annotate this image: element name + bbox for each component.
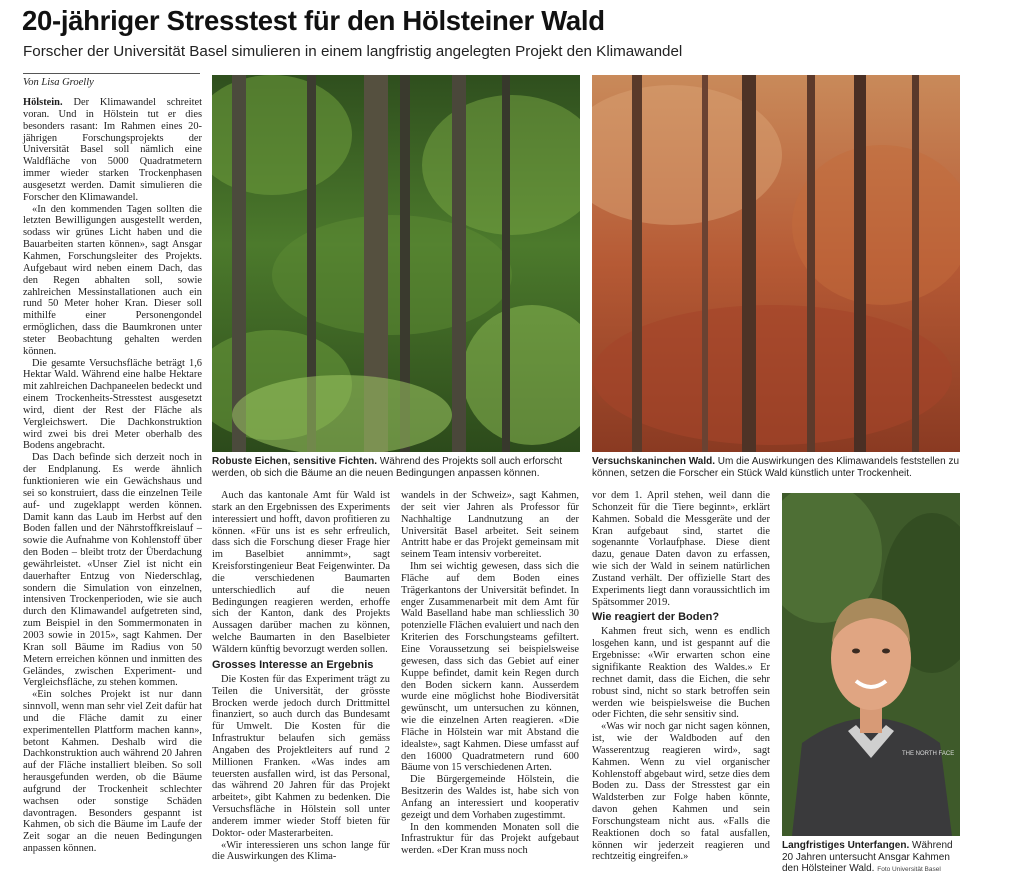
photo-caption — [212, 456, 580, 480]
section-heading: Grosses Interesse an Ergebnis — [212, 658, 374, 671]
caption-text: Um die Auswirkungen des Klimawandels feststellen zu können, setzen die Forscher ein Stück Wald künstlich unter Trockenheit. — [592, 456, 960, 479]
paragraph: Das Dach befinde sich derzeit noch in der Endplanung. Es werde ähnlich funktionieren wie ein Gewächshaus und sei so konstruiert, dass die einzelnen Teile auf- und zugeklappt werden können. Damit kann das Laub im Herbst auf den Boden fallen und der Nährstoffkreislauf – sowie die Aufnahme von Kohlenstoff über den Boden – bleibt trotz der Überdachung gewährleistet. «Unser Ziel ist nicht ein dauerhafter Entzug von Niederschlag, sondern die Simulation von einzelnen, intensiven Trockenperioden, wie sie auch durch den Klimawandel aufgetreten sind, zum Beispiel in den Sommermonaten in 2003 sowie in 2015», sagt Kahmen. Der Kran soll Bäume im Radius von 50 Metern erreichen können und inmitten des Geländes, zwischen Experiment- und Vergleichsfläche, zu stehen kommen. — [23, 452, 202, 689]
paragraph: vor dem 1. April stehen, weil dann die Schonzeit für die Tiere beginnt», erklärt Kahmen. Sobald die Messgeräte und der Kran aufgebaut sind, startet die sogenannte Vorlaufphase. Diese dient dazu, genaue Daten davon zu erfassen, wie sich der Wald in seinem natürlichen Zustand verhält. Der offizielle Start des Experiments liegt dann voraussichtlich im Spätsommer 2019. — [592, 490, 770, 608]
dateline: Hölstein. — [23, 97, 63, 108]
article-column-4 — [592, 490, 770, 863]
paragraph: «Wir interessieren uns schon lange für die Auswirkungen des Klima- — [212, 839, 390, 863]
caption-title: Robuste Eichen, sensitive Fichten. — [212, 456, 378, 467]
photo-green-forest — [212, 75, 580, 452]
svg-text:THE NORTH FACE: THE NORTH FACE — [902, 751, 955, 757]
byline: Von Lisa Groelly — [23, 77, 94, 88]
paragraph: Kahmen freut sich, wenn es endlich losgehen kann, und ist gespannt auf die Ergebnisse: «Wir erwarten schon eine signifikante Reaktion des Waldes.» Er rechnet damit, dass die Eichen, die sehr robust sind, nicht so stark betroffen sein werden wie beispielsweise die Buchen oder Fichten, die sehr sensitiv sind. — [592, 626, 770, 721]
paragraph: «Was wir noch gar nicht sagen können, ist, wie der Waldboden auf den Wasserentzug reagieren wird», sagt Kahmen. Wenn zu viel organischer Kohlenstoff abgebaut wird, setze dies dem Boden zu. Dass der Stresstest gar ein Waldsterben zur Folge haben könnte, davon gehen Kahmen und sein Forschungsteam nicht aus. «Falls die Reaktionen doch so fatal ausfallen, können wir jederzeit reagieren und rechtzeitig eingreifen.» — [592, 721, 770, 863]
photo-caption — [782, 840, 964, 876]
photo-portrait — [782, 493, 960, 836]
photo-autumn-forest — [592, 75, 960, 452]
article-column-3 — [401, 490, 579, 857]
paragraph: «In den kommenden Tagen sollten die letzten Bewilligungen ausgestellt werden, sodass wir grünes Licht haben und die Bauarbeiten starten können», sagt Ansgar Kahmen, Forschungsleiter des Projekts. Aufgebaut wird neben einem Dach, das den Regen abhalten soll, sowie zahlreichen Messinstallationen auch ein rund 50 Meter hoher Kran. Dieser soll mithilfe einer Personengondel ermöglichen, dass die Baumkronen unter steter Beobachtung gehalten werden können. — [23, 203, 202, 357]
paragraph: Die gesamte Versuchsfläche beträgt 1,6 Hektar Wald. Während eine halbe Hektare mit zahlreichen Dachpaneelen bedeckt und einem Trockenheits-Stresstest ausgesetzt wird, dient der Rest der Fläche als Vergleichswert. Die Dachkonstruktion wird zwei bis drei Meter oberhalb des Bodens angebracht. — [23, 357, 202, 452]
paragraph: «Ein solches Projekt ist nur dann sinnvoll, wenn man sehr viel Zeit dafür hat und die Fläche damit zu einer experimentellen Plattform machen kann», betont Kahmen. Deshalb wird die Dachkonstruktion auch während 20 Jahren auf der Fläche installiert bleiben. So soll herausgefunden werden, ob die Bäume aufgrund der Trockenheit schlechter wachsen oder sonstige Schäden davontragen. Besonders gespannt ist Kahmen, ob sich die Bäume im Laufe der Zeit sogar an die neuen Bedingungen anpassen können. — [23, 689, 202, 855]
paragraph: wandels in der Schweiz», sagt Kahmen, der seit vier Jahren als Professor für Nachhaltige Landnutzung an der Universität Basel arbeitet. Seit seinem Antritt habe er das Projekt gemeinsam mit seinem Team intensiv vorbereitet. — [401, 490, 579, 561]
paragraph: Ihm sei wichtig gewesen, dass sich die Fläche auf dem Boden eines Trägerkantons der Universität befindet. In enger Zusammenarbeit mit dem Amt für Wald Baselland habe man schliesslich 30 potenzielle Flächen evaluiert und nach den Kriterien des Forschungsteams gefiltert. Eine Voraussetzung sei beispielsweise gewesen, dass sich das Gebiet auf einer Kuppe befindet, damit kein Regen durch den Boden sickern kann. Ausserdem wurde eine möglichst hohe Biodiversität gewünscht, um untersuchen zu können, wie die einzelnen Arten reagieren. «Die Fläche in Hölstein war mit Abstand die idealste», sagt Kahmen. Diese umfasst auf den 16000 Quadratmetern rund 600 Bäume von 15 verschiedenen Arten. — [401, 561, 580, 774]
headline: 20-jähriger Stresstest für den Hölsteiner Wald — [22, 5, 605, 36]
photo-credit: Foto Universität Basel — [877, 866, 941, 873]
paragraph: Die Bürgergemeinde Hölstein, die Besitzerin des Waldes ist, habe sich von Anfang an interessiert und kooperativ gezeigt und dem Vorhaben zugestimmt. — [401, 774, 579, 821]
paragraph: Die Kosten für das Experiment trägt zu Teilen die Universität, der grösste Brocken werde jedoch durch Drittmittel finanziert, so auch durch das Bundesamt für Umwelt. Die Kosten für die Infrastruktur belaufen sich gemäss Angaben des Projektleiters auf rund 2 Millionen Franken. «Was indes am teuersten ausfallen wird, ist das Personal, das während 20 Jahren für das Projekt arbeitet», gibt Kahmen zu bedenken. Die Versuchsfläche in Hölstein soll unter anderem immer wieder Stoff bieten für Doktor- oder Masterarbeiten. — [212, 673, 390, 839]
caption-title: Versuchskaninchen Wald. — [592, 456, 716, 467]
subheadline: Forscher der Universität Basel simulieren in einem langfristig angelegten Projekt den Klimawandel — [23, 43, 683, 60]
caption-text: Während des Projekts soll auch erforscht werden, ob sich die Bäume an die neuen Bedingungen anpassen können. — [212, 456, 563, 479]
photo-caption — [592, 456, 960, 480]
section-heading: Wie reagiert der Boden? — [592, 611, 720, 624]
caption-text: Während 20 Jahren untersucht Ansgar Kahmen den Hölsteiner Wald. — [782, 840, 953, 874]
paragraph: In den kommenden Monaten soll die Infrastruktur für das Projekt aufgebaut werden. «Der Kran muss noch — [401, 821, 579, 857]
byline-rule — [23, 73, 200, 74]
paragraph: Auch das kantonale Amt für Wald ist stark an den Ergebnissen des Experiments interessiert und hofft, davon profitieren zu können. «Für uns ist es sehr erfreulich, dass sich die Forschung dieser Frage hier im Baselbiet annimmt», sagt Kreisforstingenieur Beat Feigenwinter. Da die verschiedenen Baumarten unterschiedlich auf die neuen Bedingungen reagieren werden, erhoffe sich der Kanton, dank des Projekts Aussagen darüber machen zu können, welche Baumarten in den Baselbieter Wäldern künftig bevorzugt werden sollen. — [212, 490, 390, 655]
article-column-2 — [212, 490, 390, 863]
article-column-1 — [23, 97, 202, 855]
paragraph: Hölstein. Der Klimawandel schreitet voran. Und in Hölstein tut er dies besonders rasant: Im Rahmen eines 20-jährigen Forschungsprojekts der Universität Basel soll nämlich eine Waldfläche von 5000 Quadratmetern immer wieder starken Trockenphasen ausgesetzt werden. Damit simulieren die Forscher den Klimawandel. — [23, 97, 202, 203]
caption-title: Langfristiges Unterfangen. — [782, 840, 910, 851]
